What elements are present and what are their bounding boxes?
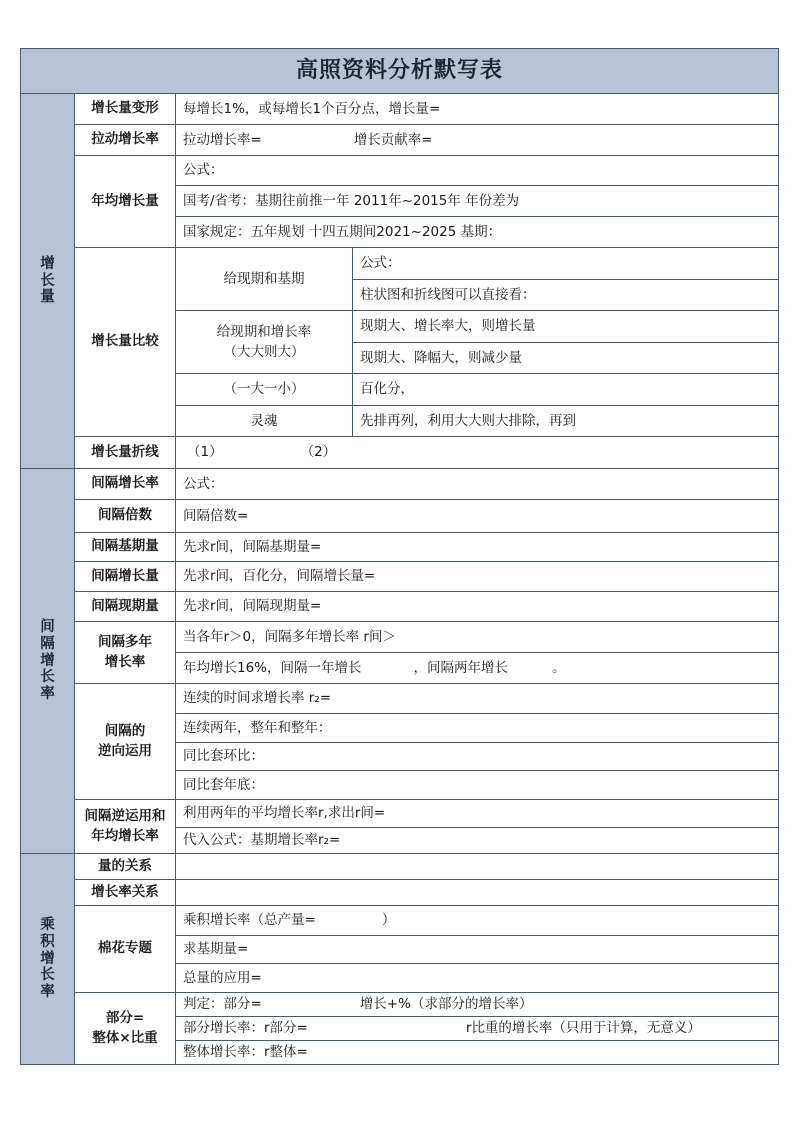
label-growth-variant: 增长量变形 (75, 94, 176, 125)
label-growth-compare: 增长量比较 (75, 248, 176, 437)
value-quantity-relation (176, 854, 779, 880)
compare-one-big-one-small: （一大一小） (176, 374, 353, 406)
value-interval-multiple: 间隔倍数= (176, 500, 779, 533)
worksheet (20, 48, 778, 1065)
label-growth-polyline: 增长量折线 (75, 437, 176, 469)
label-interval-rate: 间隔增长率 (75, 469, 176, 500)
worksheet-table (20, 48, 779, 1065)
label-multi-year-rate: 间隔多年 增长率 (75, 622, 176, 684)
label-interval-current: 间隔现期量 (75, 592, 176, 622)
section-growth: 增长量 (21, 94, 75, 469)
label-interval-multiple: 间隔倍数 (75, 500, 176, 533)
label-reverse-annual: 间隔逆运用和 年均增长率 (75, 800, 176, 854)
value-annual-formula: 公式： (176, 156, 779, 186)
compare-current-base-chart: 柱状图和折线图可以直接看： (353, 280, 779, 311)
value-interval-base: 先求r间，间隔基期量= (176, 533, 779, 562)
value-rate-relation (176, 880, 779, 906)
compare-fraction: 百化分， (353, 374, 779, 406)
label-quantity-relation: 量的关系 (75, 854, 176, 880)
value-part-judge: 判定：部分= 增长+%（求部分的增长率） (176, 993, 779, 1017)
value-whole-rate: 整体增长率：r整体= (176, 1041, 779, 1065)
value-cotton-product-rate: 乘积增长率（总产量= ） (176, 906, 779, 936)
label-rate-relation: 增长率关系 (75, 880, 176, 906)
section-product: 乘积增长率 (21, 854, 75, 1065)
value-growth-variant: 每增长1%，或每增长1个百分点，增长量= (176, 94, 779, 125)
compare-rate-decrease: 现期大、降幅大，则减少量 (353, 343, 779, 374)
value-growth-polyline: （1） （2） (176, 437, 779, 469)
compare-current-rate: 给现期和增长率 （大大则大） (176, 311, 353, 374)
compare-soul-method: 先排再列，利用大大则大排除，再到 (353, 406, 779, 437)
value-multi-year-condition: 当各年r＞0，间隔多年增长率 r间＞ (176, 622, 779, 653)
value-reverse-two-years: 连续两年，整年和整年： (176, 714, 779, 743)
value-interval-current: 先求r间，间隔现期量= (176, 592, 779, 622)
section-interval: 间隔增长率 (21, 469, 75, 854)
label-part-whole: 部分= 整体×比重 (75, 993, 176, 1065)
page-title: 高照资料分析默写表 (21, 49, 779, 94)
value-part-rate: 部分增长率：r部分= r比重的增长率（只用于计算，无意义） (176, 1017, 779, 1041)
label-cotton-topic: 棉花专题 (75, 906, 176, 993)
value-reverse-continuous: 连续的时间求增长率 r₂= (176, 684, 779, 714)
value-reverse-yoy-mom: 同比套环比： (176, 743, 779, 771)
value-cotton-base: 求基期量= (176, 936, 779, 964)
value-cotton-total: 总量的应用= (176, 964, 779, 993)
value-annual-exam: 国考/省考：基期往前推一年 2011年~2015年 年份差为 (176, 186, 779, 217)
value-multi-year-example: 年均增长16%，间隔一年增长 ，间隔两年增长 。 (176, 653, 779, 684)
label-interval-growth: 间隔增长量 (75, 562, 176, 592)
value-reverse-annual-formula: 代入公式：基期增长率r₂= (176, 828, 779, 854)
label-interval-reverse: 间隔的 逆向运用 (75, 684, 176, 800)
label-pull-rate: 拉动增长率 (75, 125, 176, 156)
value-pull-rate: 拉动增长率= 增长贡献率= (176, 125, 779, 156)
value-reverse-annual-avg: 利用两年的平均增长率r,求出r间= (176, 800, 779, 828)
label-annual-growth: 年均增长量 (75, 156, 176, 248)
value-annual-plan: 国家规定：五年规划 十四五期间2021~2025 基期： (176, 217, 779, 248)
compare-rate-increase: 现期大、增长率大，则增长量 (353, 311, 779, 343)
compare-soul: 灵魂 (176, 406, 353, 437)
label-interval-base: 间隔基期量 (75, 533, 176, 562)
compare-current-base-formula: 公式： (353, 248, 779, 280)
compare-current-base: 给现期和基期 (176, 248, 353, 311)
value-reverse-yoy-yearend: 同比套年底： (176, 771, 779, 800)
value-interval-rate: 公式： (176, 469, 779, 500)
value-interval-growth: 先求r间，百化分，间隔增长量= (176, 562, 779, 592)
